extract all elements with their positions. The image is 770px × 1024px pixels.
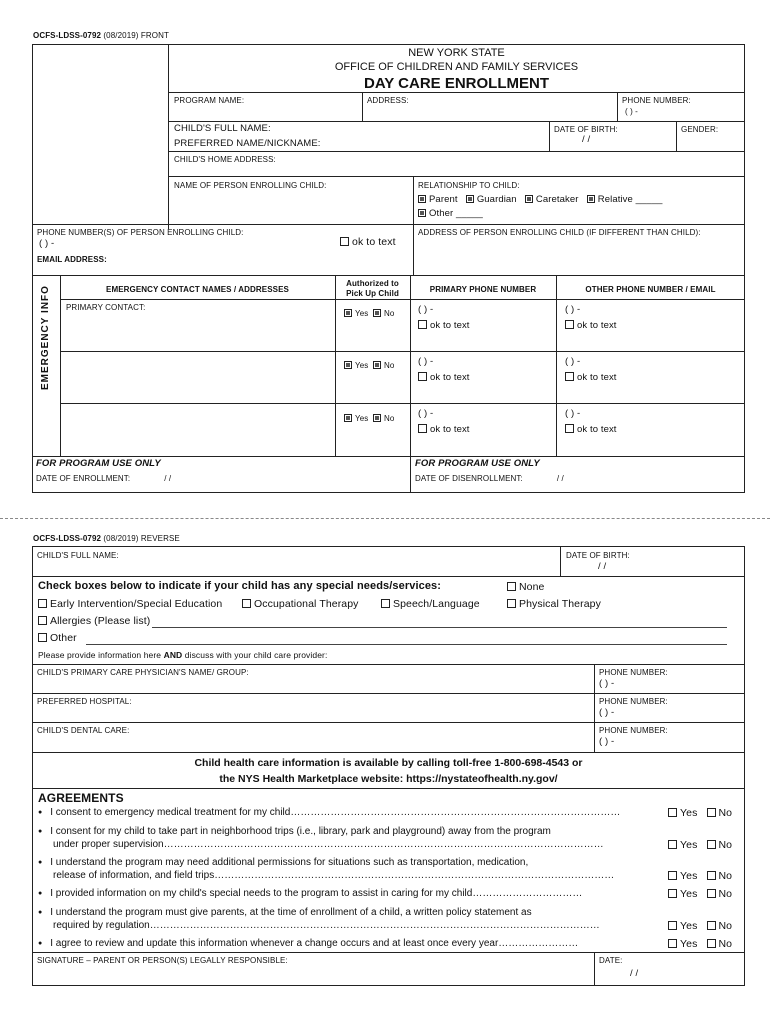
rev-child-name-label: CHILD'S FULL NAME: (37, 551, 119, 560)
agreement-text-continued: required by regulation……………………………………………………………………………………………………………………… (53, 920, 600, 931)
relationship-label: RELATIONSHIP TO CHILD: (418, 181, 520, 190)
bullet-icon: ● (38, 809, 43, 816)
agreement-yes-no[interactable]: Yes No (668, 807, 732, 819)
emergency-info-label: EMERGENCY INFO (40, 285, 51, 390)
primary-phone-row1[interactable]: ( ) - (418, 304, 434, 315)
date-enrollment-label: DATE OF ENROLLMENT: / / (36, 474, 172, 483)
date-disenrollment-label: DATE OF DISENROLLMENT: / / (415, 474, 564, 483)
agreement-text: I understand the program may need additional permissions for situations such as transportation, medication, (50, 857, 529, 868)
yes-checkbox[interactable] (668, 939, 677, 948)
primary-ok-text-row3[interactable]: ok to text (418, 424, 470, 436)
no-checkbox[interactable] (707, 840, 716, 849)
email-label: EMAIL ADDRESS: (37, 255, 107, 264)
agreement-text: I agree to review and update this information whenever a change occurs and at least once every year…………………… (50, 938, 579, 949)
relationship-options (418, 195, 663, 206)
col-other-phone-header: OTHER PHONE NUMBER / EMAIL (585, 285, 716, 294)
agreement-text: I consent for my child to take part in neighborhood trips (i.e., library, park and playground) away from the program (50, 826, 551, 837)
yes-checkbox[interactable] (668, 921, 677, 930)
child-dob-field[interactable]: / / (582, 134, 591, 145)
primary-phone-row3[interactable]: ( ) - (418, 408, 434, 419)
other-ok-text-row2[interactable]: ok to text (565, 372, 617, 384)
no-checkbox[interactable] (707, 921, 716, 930)
gender-label: GENDER: (681, 125, 719, 134)
childs-full-name-label: CHILD'S FULL NAME: (174, 123, 271, 134)
agreement-item (38, 887, 663, 900)
form-title: DAY CARE ENROLLMENT (363, 75, 550, 92)
primary-ok-text-row2[interactable]: ok to text (418, 372, 470, 384)
yes-checkbox[interactable] (668, 840, 677, 849)
agreement-yes-no[interactable]: Yes No (668, 920, 732, 932)
rel-guardian-checkbox[interactable]: Guardian (466, 194, 517, 205)
bullet-icon: ● (38, 940, 43, 947)
home-address-label: CHILD'S HOME ADDRESS: (174, 155, 276, 164)
yes-checkbox[interactable] (668, 808, 677, 817)
agreement-text-continued: release of information, and field trips………………………………………………………………………………………………………… (53, 870, 615, 881)
agreement-yes-no[interactable]: Yes No (668, 938, 732, 950)
allergies-line[interactable] (152, 627, 727, 628)
signature-date-label: DATE: (599, 956, 623, 965)
reverse-form-id: OCFS-LDSS-0792 (08/2019) REVERSE (33, 534, 180, 543)
program-phone-label: PHONE NUMBER: (622, 96, 691, 105)
cut-line (0, 518, 770, 519)
bullet-icon: ● (38, 909, 43, 916)
pickup-row3[interactable]: Yes No (344, 414, 394, 423)
child-dob-label: DATE OF BIRTH: (554, 125, 618, 134)
rel-other-checkbox[interactable]: Other _____ (418, 209, 483, 220)
agreement-item (38, 856, 663, 882)
bullet-icon: ● (38, 828, 43, 835)
phone-enrolling-field[interactable]: ( ) - (39, 238, 55, 249)
special-needs-heading: Check boxes below to indicate if your child has any special needs/services: (38, 580, 442, 592)
no-checkbox[interactable] (707, 808, 716, 817)
other-ok-text-row1[interactable]: ok to text (565, 320, 617, 332)
no-checkbox[interactable] (707, 871, 716, 880)
hospital-label: PREFERRED HOSPITAL: (37, 697, 132, 706)
agreement-text: I understand the program must give parents, at the time of enrollment of a child, a written policy statement as (50, 907, 532, 918)
no-checkbox[interactable] (707, 939, 716, 948)
agreements-heading: AGREEMENTS (38, 791, 124, 805)
phone-enrolling-label: PHONE NUMBER(S) OF PERSON ENROLLING CHILD: (37, 228, 244, 237)
address-enrolling-label: ADDRESS OF PERSON ENROLLING CHILD (IF DIFFERENT THAN CHILD): (418, 228, 701, 237)
speech-checkbox[interactable]: Speech/Language (381, 598, 480, 610)
early-intervention-checkbox[interactable]: Early Intervention/Special Education (38, 598, 222, 610)
no-checkbox[interactable] (707, 889, 716, 898)
rel-parent-checkbox[interactable]: Parent (418, 194, 458, 205)
signature-label: SIGNATURE – PARENT OR PERSON(S) LEGALLY RESPONSIBLE: (37, 956, 288, 965)
bullet-icon: ● (38, 859, 43, 866)
none-checkbox[interactable]: None (507, 581, 545, 593)
col-contacts-header: EMERGENCY CONTACT NAMES / ADDRESSES (106, 285, 289, 294)
rev-dob-label: DATE OF BIRTH: (566, 551, 630, 560)
program-use-right: FOR PROGRAM USE ONLY (415, 458, 540, 469)
agreement-item (38, 906, 663, 932)
hospital-phone-field[interactable]: ( ) - (599, 707, 615, 718)
col-authorized-header: Authorized to Pick Up Child (346, 279, 399, 298)
primary-contact-label: PRIMARY CONTACT: (66, 303, 146, 312)
other-ok-text-row3[interactable]: ok to text (565, 424, 617, 436)
other-phone-row3[interactable]: ( ) - (565, 408, 581, 419)
primary-phone-row2[interactable]: ( ) - (418, 356, 434, 367)
agency-header: NEW YORK STATE OFFICE OF CHILDREN AND FAMILY SERVICES (334, 47, 579, 73)
other-line[interactable] (86, 644, 727, 645)
allergies-checkbox[interactable]: Allergies (Please list) (38, 615, 150, 627)
yes-checkbox[interactable] (668, 871, 677, 880)
pickup-row2[interactable]: Yes No (344, 361, 394, 370)
signature-date-field[interactable]: / / (630, 968, 639, 979)
agreement-yes-no[interactable]: Yes No (668, 870, 732, 882)
col-primary-phone-header: PRIMARY PHONE NUMBER (429, 285, 537, 294)
address-label: ADDRESS: (367, 96, 409, 105)
program-phone-field[interactable]: ( ) - (625, 107, 638, 116)
agreement-item (38, 937, 663, 950)
agreement-yes-no[interactable]: Yes No (668, 888, 732, 900)
front-form-box (32, 44, 745, 493)
bullet-icon: ● (38, 890, 43, 897)
yes-checkbox[interactable] (668, 889, 677, 898)
program-use-left: FOR PROGRAM USE ONLY (36, 458, 161, 469)
front-form-id: OCFS-LDSS-0792 (08/2019) FRONT (33, 31, 169, 40)
agreement-yes-no[interactable]: Yes No (668, 839, 732, 851)
physical-checkbox[interactable]: Physical Therapy (507, 598, 601, 610)
physician-label: CHILD'S PRIMARY CARE PHYSICIAN'S NAME/ GROUP: (37, 668, 249, 677)
pickup-row1[interactable]: Yes No (344, 309, 394, 318)
other-phone-row1[interactable]: ( ) - (565, 304, 581, 315)
preferred-name-label: PREFERRED NAME/NICKNAME: (174, 138, 321, 149)
dental-phone-field[interactable]: ( ) - (599, 736, 615, 747)
health-info-notice: Child health care information is available by calling toll-free 1-800-698-4543 or the NYS Health Marketplace website: https://nystateofhealth.ny.gov/ (194, 757, 583, 785)
rel-relative-checkbox[interactable]: Relative _____ (587, 194, 663, 205)
program-name-label: PROGRAM NAME: (174, 96, 245, 105)
rel-caretaker-checkbox[interactable]: Caretaker (525, 194, 579, 205)
occupational-checkbox[interactable]: Occupational Therapy (242, 598, 359, 610)
agreement-text: I provided information on my child's special needs to the program to assist in caring for my child…………………………… (50, 888, 583, 899)
provide-info-text: Please provide information here AND discuss with your child care provider: (38, 650, 328, 660)
hospital-phone-label: PHONE NUMBER: (599, 697, 668, 706)
agreement-item (38, 806, 663, 819)
primary-ok-text-row1[interactable]: ok to text (418, 320, 470, 332)
agreement-text-continued: under proper supervision…………………………………………………………………………………………………………………… (53, 839, 604, 850)
agreement-text: I consent to emergency medical treatment for my child……………………………………………………………………………………… (50, 807, 621, 818)
agreement-item (38, 825, 663, 851)
other-checkbox[interactable]: Other (38, 632, 77, 644)
person-enrolling-label: NAME OF PERSON ENROLLING CHILD: (174, 181, 327, 190)
ok-to-text-enrolling[interactable]: ok to text (340, 236, 396, 248)
other-phone-row2[interactable]: ( ) - (565, 356, 581, 367)
dental-label: CHILD'S DENTAL CARE: (37, 726, 130, 735)
rev-dob-field[interactable]: / / (598, 561, 607, 572)
physician-phone-label: PHONE NUMBER: (599, 668, 668, 677)
physician-phone-field[interactable]: ( ) - (599, 678, 615, 689)
dental-phone-label: PHONE NUMBER: (599, 726, 668, 735)
